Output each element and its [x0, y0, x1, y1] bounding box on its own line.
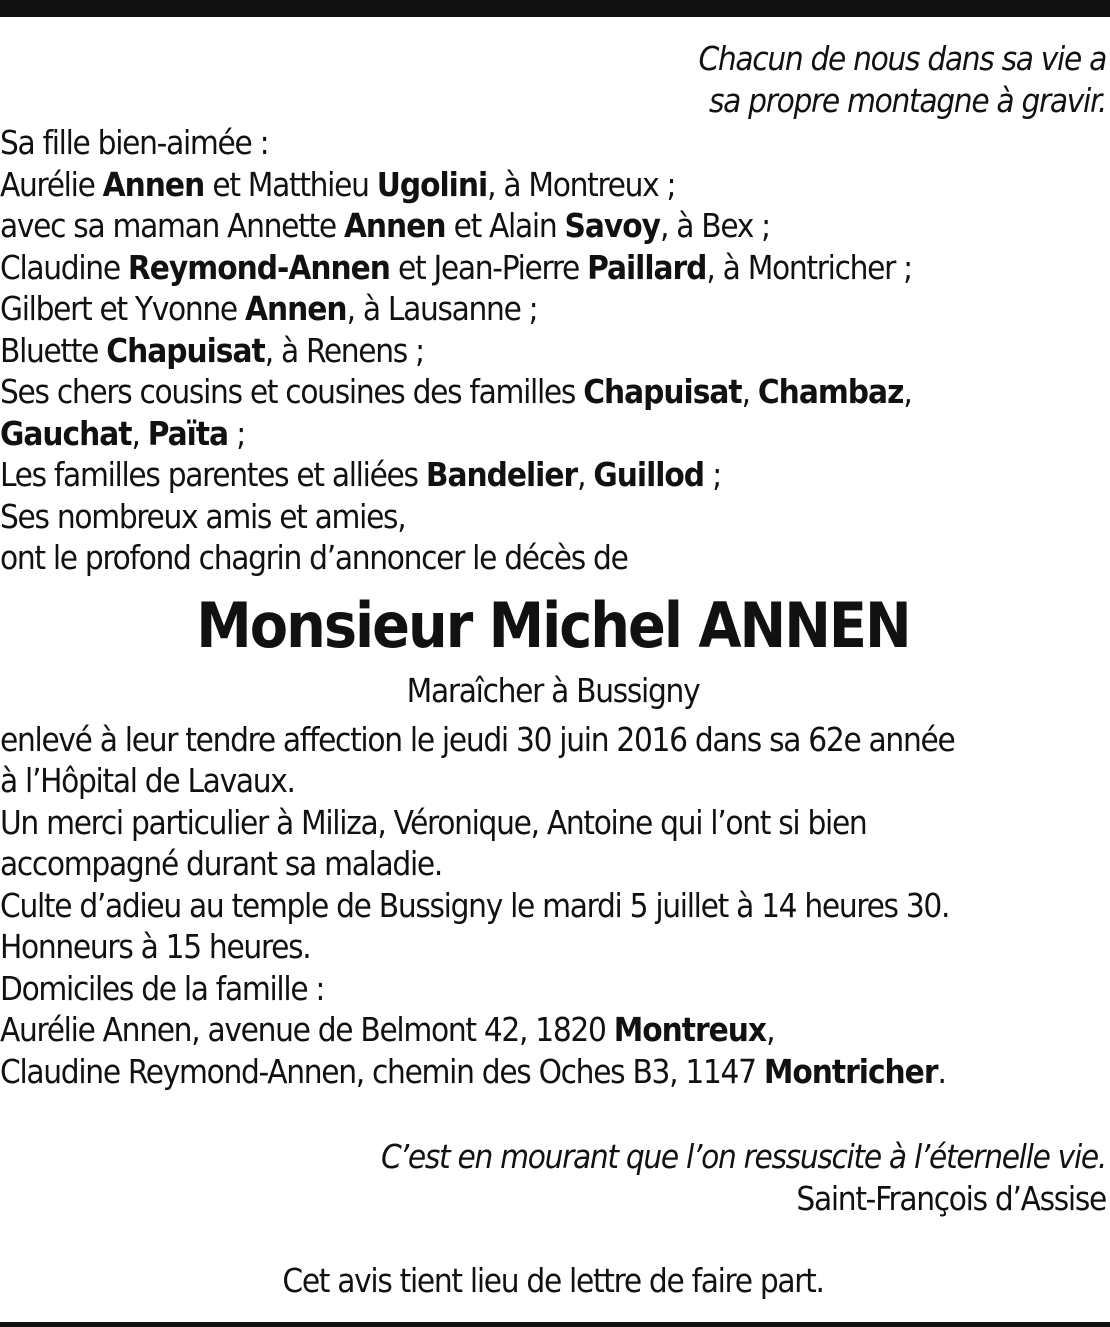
details-line: accompagné durant sa maladie.: [0, 844, 443, 883]
text: , à Renens ;: [264, 330, 424, 370]
text: , à Lausanne ;: [346, 289, 538, 328]
family-line: [0, 164, 1106, 206]
text: ,: [131, 413, 148, 453]
details-block: [0, 719, 1106, 1093]
bottom-rule: [0, 1322, 1110, 1327]
city: Montricher: [763, 1051, 938, 1091]
details-line: Un merci particulier à Miliza, Véronique, Antoine qui l’ont si bien: [0, 802, 867, 842]
text: ;: [228, 413, 245, 453]
surname: Païta: [147, 413, 229, 453]
text: ,: [766, 1010, 775, 1049]
text: , à Montricher ;: [706, 247, 912, 287]
surname: Bandelier: [425, 455, 578, 494]
family-intro: Sa fille bien-aimée :: [0, 123, 269, 162]
details-line: enlevé à leur tendre affection le jeudi 30 juin 2016 dans sa 62e année: [0, 719, 955, 759]
deceased-profession: Maraîcher à Bussigny: [406, 670, 700, 710]
surname: Annen: [102, 164, 205, 204]
details-line: Domiciles de la famille :: [0, 968, 325, 1008]
surname: Reymond-Annen: [127, 247, 390, 287]
footer-note: Cet avis tient lieu de lettre de faire part.: [282, 1261, 824, 1300]
surname: Annen: [245, 289, 347, 328]
details-line: Culte d’adieu au temple de Bussigny le mardi 5 juillet à 14 heures 30.: [0, 885, 950, 925]
epigraph-line: sa propre montagne à gravir.: [708, 81, 1106, 120]
text: Aurélie: [0, 164, 103, 204]
family-line: [0, 247, 1106, 289]
address-line: [0, 1009, 1106, 1051]
text: et Alain: [445, 206, 565, 245]
text: Claudine Reymond-Annen, chemin des Oches B3, 1147: [0, 1051, 764, 1091]
city: Montreux: [613, 1010, 767, 1049]
surname: Annen: [343, 206, 446, 245]
details-line: Honneurs à 15 heures.: [0, 927, 311, 966]
surname: Savoy: [564, 206, 661, 245]
family-list: [0, 122, 1106, 579]
deceased-name: Monsieur Michel ANNEN: [196, 588, 910, 662]
closing-quote: C’est en mourant que l’on ressuscite à l’éternelle vie.: [381, 1137, 1106, 1176]
text: Gilbert et Yvonne: [0, 289, 246, 328]
epigraph: [0, 38, 1106, 122]
text: Les familles parentes et alliées: [0, 455, 426, 494]
details-line: à l’Hôpital de Lavaux.: [0, 761, 295, 800]
text: ,: [903, 372, 912, 411]
surname: Guillod: [593, 455, 705, 494]
family-line: [0, 330, 1106, 372]
text: .: [937, 1051, 946, 1091]
text: avec sa maman Annette: [0, 206, 344, 245]
family-line: Ses nombreux amis et amies,: [0, 496, 406, 536]
surname: Ugolini: [376, 164, 488, 204]
text: , à Bex ;: [660, 206, 770, 245]
surname: Chambaz: [757, 372, 904, 411]
family-line: [0, 413, 1106, 455]
quote-author: Saint-François d’Assise: [796, 1179, 1106, 1218]
text: ;: [704, 455, 721, 494]
surname: Gauchat: [0, 413, 132, 453]
surname: Chapuisat: [106, 330, 265, 370]
text: Aurélie Annen, avenue de Belmont 42, 1820: [0, 1010, 614, 1049]
text: , à Montreux ;: [487, 164, 676, 204]
surname: Chapuisat: [583, 372, 742, 411]
address-line: [0, 1051, 1106, 1093]
epigraph-line: Chacun de nous dans sa vie a: [698, 39, 1106, 78]
family-line: [0, 371, 1106, 413]
top-rule: [0, 0, 1110, 17]
text: et Matthieu: [204, 164, 377, 204]
text: Bluette: [0, 330, 107, 370]
family-line: [0, 288, 1106, 330]
obituary-notice: [0, 38, 1106, 1302]
family-line: [0, 205, 1106, 247]
surname: Paillard: [587, 247, 707, 287]
text: ,: [741, 372, 758, 411]
text: et Jean-Pierre: [389, 247, 588, 287]
announcement-line: ont le profond chagrin d’annoncer le décès de: [0, 538, 628, 577]
text: Claudine: [0, 247, 128, 287]
text: Ses chers cousins et cousines des familles: [0, 372, 584, 411]
text: ,: [577, 455, 594, 494]
family-line: [0, 454, 1106, 496]
